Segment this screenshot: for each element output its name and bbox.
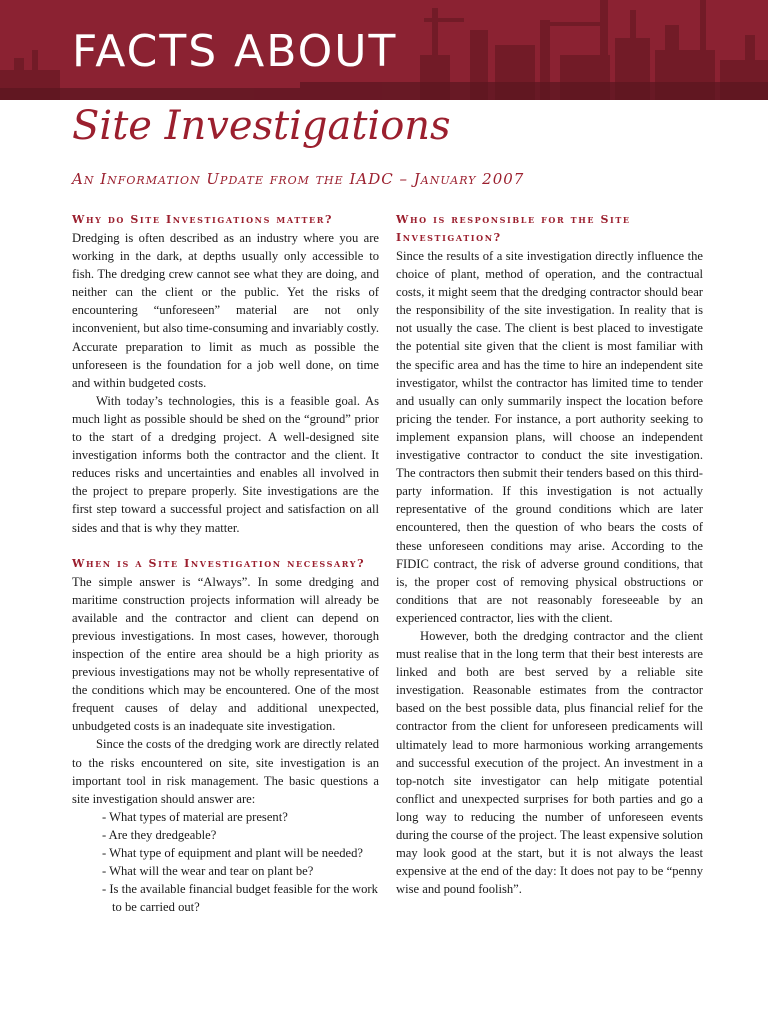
header-banner	[0, 0, 768, 100]
banner-title: FACTS ABOUT	[72, 26, 398, 77]
list-item: - What type of equipment and plant will be needed?	[102, 846, 364, 860]
list-item: - Are they dredgeable?	[102, 827, 217, 842]
paragraph: However, both the dredging contractor and the client must realise that in the long term that their best interests are linked and both are best served by a reliable site investigation. Reasonable estimates from the contractor based on the best possible data, plus financial relief for the contractor from the client for unforeseen predicaments will ultimately lead to more harmonious working arrangements and successful execution of the project. An investment in a top-notch site investigator can help mitigate potential conflict and unexpected surprises for both parties and go a long way to reducing the number of unforeseen events during the course of the project. The least expensive solution may look good at the start, but it is not always the least expensive at the end of the day: It does not pay to be “penny wise and pound foolish”.	[396, 628, 703, 897]
right-column	[396, 211, 703, 898]
paragraph: The simple answer is “Always”. In some dredging and maritime construction projects information will already be available and the contractor and client can depend on previous investigations. In most cases, however, thorough inspection of the entire area should be a high priority as previous investigations may not be wholly representative of the conditions which may be encountered. One of the most frequent causes of delay and additional unexpected, unbudgeted costs is an inadequate site investigation.	[72, 574, 379, 734]
section-heading: When is a Site Investigation necessary?	[72, 556, 366, 570]
list-item: - Is the available financial budget feasible for the work to be carried out?	[102, 882, 378, 915]
paragraph: Since the results of a site investigation directly influence the choice of plant, method of operation, and the contractual costs, it might seem that the dredging contractor should bear the responsibility of the site investigation. In reality that is not usually the case. The client is best placed to investigate the potential site given that the client is most familiar with the specific area and has the time to hire an independent site investigator, whilst the contractor has limited time to tender and usually can only summarily inspect the location before pricing the tender. For instance, a port authority seeking to implement expansion plans, will choose an independent investigative contractor to conduct the site investigation. The contractors then submit their tenders based on this third-party information. If this investigation is not actually representative of the ground conditions which are later encountered, then the question of who bears the costs of these unforeseen conditions may arise. According to the FIDIC contract, the risk of adverse ground conditions, that is, the proper cost of removing physical obstructions or conditions that are not reasonably foreseeable by an experienced contractor, lies with the client.	[396, 249, 703, 625]
section-heading: Who is responsible for the Site Investigation?	[396, 213, 631, 244]
left-column	[72, 211, 379, 916]
paragraph: Dredging is often described as an industry where you are working in the dark, at depths usually only accessible to fish. The dredging crew cannot see what they are doing, and neither can the client or the public. Yet the risks of encountering “unforeseen” material are not only inconvenient, but also time-consuming and invariably costly. Accurate preparation to limit as much as possible the unforeseen is the foundation for a job well done, on time and within budgeted costs.	[72, 231, 379, 390]
paragraph: With today’s technologies, this is a feasible goal. As much light as possible should be shed on the “ground” prior to the start of a dredging project. A well-designed site investigation informs both the contractor and the client. It reduces risks and uncertainties and enables all involved in the project to prepare properly. Site investigations are the first step toward a successful project and satisfaction on all sides and that is why they matter.	[72, 393, 379, 535]
section-heading: Why do Site Investigations matter?	[72, 213, 334, 226]
question-list	[72, 808, 379, 917]
paragraph: Since the costs of the dredging work are directly related to the risks encountered on site, site investigation is an important tool in risk management. The basic questions a site investigation should answer are:	[72, 737, 379, 806]
update-subtitle: An Information Update from the IADC – January 2007	[72, 170, 525, 188]
list-item: - What types of material are present?	[102, 809, 288, 824]
page-title: Site Investigations	[72, 103, 451, 149]
list-item: - What will the wear and tear on plant be?	[102, 864, 314, 879]
